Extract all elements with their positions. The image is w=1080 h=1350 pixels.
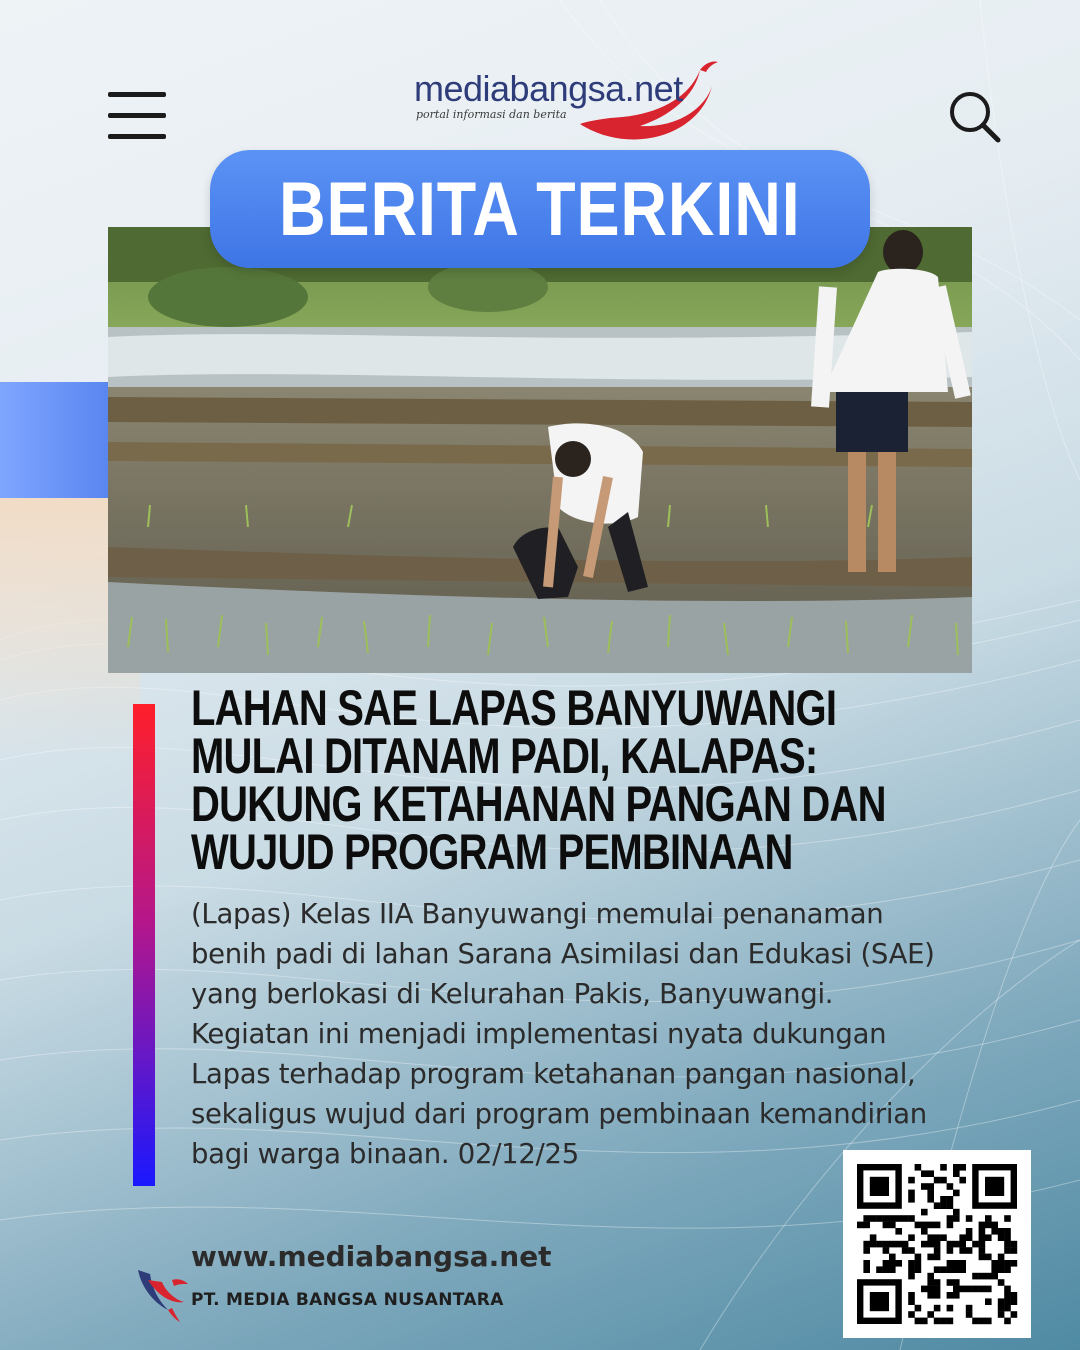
menu-icon-bar [108, 113, 166, 118]
logo-tagline: portal informasi dan berita [416, 108, 567, 121]
footer-bird-logo-icon [128, 1260, 192, 1324]
logo-wordmark: mediabangsa.net [414, 68, 683, 109]
footer-website-link[interactable]: www.mediabangsa.net [191, 1240, 552, 1273]
menu-icon-bar [108, 134, 166, 139]
footer-company-name: PT. MEDIA BANGSA NUSANTARA [191, 1290, 504, 1310]
menu-button[interactable] [108, 92, 166, 140]
headline-accent-bar [133, 704, 155, 1186]
qr-code-icon [843, 1150, 1031, 1338]
side-accent-block [0, 382, 108, 498]
hamburger-menu-icon [108, 92, 166, 97]
rice-field-illustration [108, 227, 972, 673]
article-photo [108, 227, 972, 673]
magnifier-icon [946, 88, 1006, 148]
banner-label: BERITA TERKINI [279, 166, 801, 252]
section-banner [210, 150, 870, 268]
article-body: (Lapas) Kelas IIA Banyuwangi memulai penanaman benih padi di lahan Sarana Asimilasi dan Edukasi (SAE) yang berlokasi di Kelurahan Pakis, Banyuwangi. Kegiatan ini menjadi implementasi nyata dukungan Lapas terhadap program ketahanan pangan nasional, sekaligus wujud dari program pembinaan kemandirian bagi warga binaan. 02/12/25 [191, 898, 935, 1170]
article-headline: LAHAN SAE LAPAS BANYUWANGI MULAI DITANAM PADI, KALAPAS: DUKUNG KETAHANAN PANGAN DAN WUJUD PROGRAM PEMBINAAN [191, 680, 886, 880]
site-logo[interactable] [410, 56, 720, 148]
qr-code[interactable] [843, 1150, 1031, 1338]
search-button[interactable] [946, 88, 1006, 148]
